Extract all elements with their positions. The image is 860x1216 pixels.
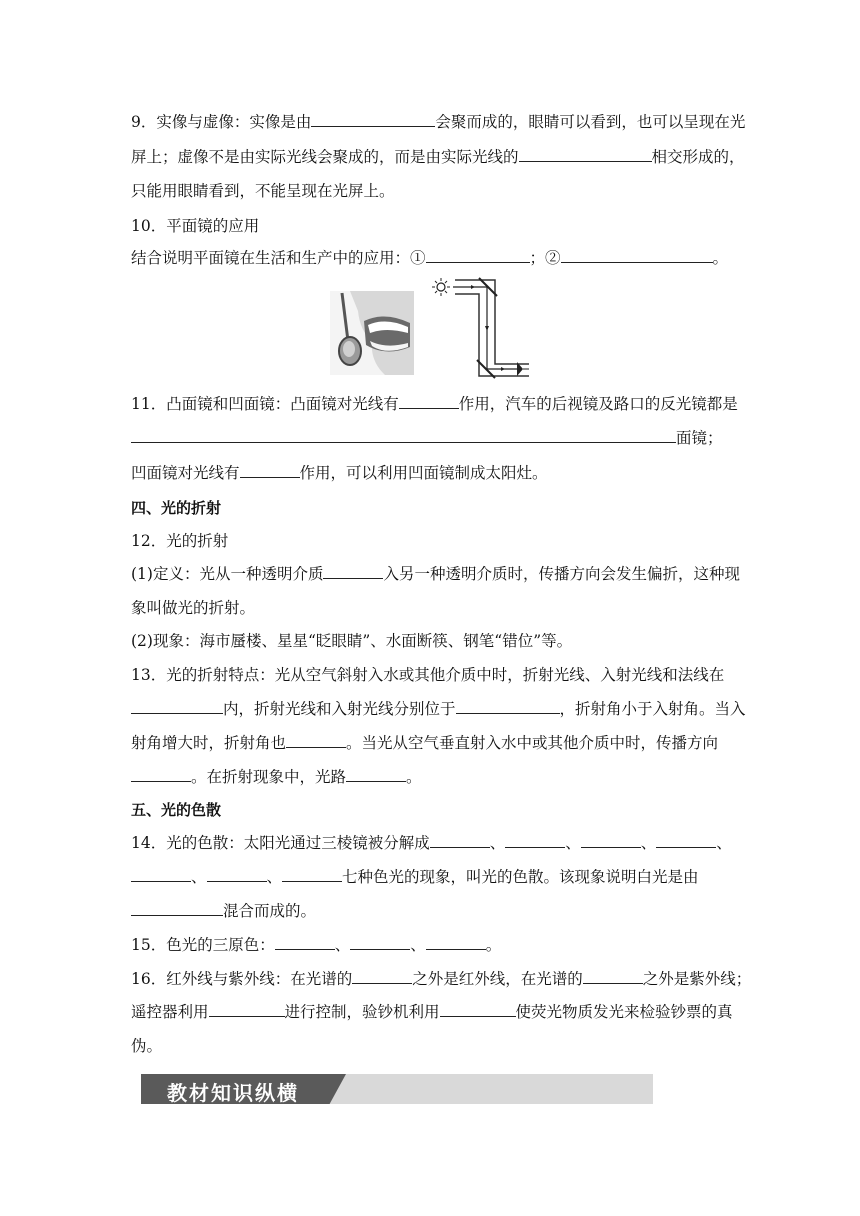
q16-blank-2[interactable] bbox=[583, 968, 643, 984]
q13-line3 bbox=[131, 732, 718, 754]
q9-text-b: 会聚而成的，眼睛可以看到，也可以呈现在光 bbox=[435, 113, 746, 131]
q12-text-b: 入另一种透明介质时，传播方向会发生偏折，这种现 bbox=[383, 565, 740, 583]
q15-blank-2[interactable] bbox=[350, 934, 410, 950]
q13-blank-5[interactable] bbox=[346, 766, 406, 782]
q16-text-b: 之外是红外线，在光谱的 bbox=[412, 970, 583, 988]
q10-blank-1[interactable] bbox=[426, 247, 530, 263]
q14-line3 bbox=[131, 900, 316, 922]
q13-line2 bbox=[131, 698, 746, 720]
q14-sep: 、 bbox=[640, 834, 657, 852]
q13-text-f: 。 bbox=[406, 768, 422, 786]
q12-title: 12．光的折射 bbox=[131, 532, 229, 550]
section-banner bbox=[141, 1074, 653, 1104]
q16-blank-4[interactable] bbox=[440, 1001, 516, 1017]
q13-blank-4[interactable] bbox=[131, 766, 191, 782]
q13-text-d: 。当光从空气垂直射入水中或其他介质中时，传播方向 bbox=[346, 734, 719, 752]
q12-blank-1[interactable] bbox=[323, 563, 383, 579]
q9-line3: 只能用眼睛看到，不能呈现在光屏上。 bbox=[131, 182, 395, 200]
q11-text-e: 作用，可以利用凹面镜制成太阳灶。 bbox=[299, 464, 548, 482]
section-4-heading: 四、光的折射 bbox=[131, 499, 222, 517]
q16-line2 bbox=[131, 1001, 733, 1023]
q11-line3 bbox=[131, 462, 548, 484]
q13-blank-2[interactable] bbox=[456, 698, 560, 714]
q14-blank-3[interactable] bbox=[581, 832, 641, 848]
q9-blank-1[interactable] bbox=[311, 111, 435, 127]
q16-blank-1[interactable] bbox=[352, 968, 412, 984]
q16-blank-3[interactable] bbox=[209, 1001, 285, 1017]
q12-def-line2: 象叫做光的折射。 bbox=[131, 599, 256, 617]
q10-text-b: ；② bbox=[529, 249, 561, 267]
q15-line bbox=[131, 934, 501, 956]
q13-blank-3[interactable] bbox=[286, 732, 346, 748]
q13-text-e: 。在折射现象中，光路 bbox=[191, 768, 347, 786]
q14-blank-7[interactable] bbox=[282, 866, 342, 882]
q10-text-a: 结合说明平面镜在生活和生产中的应用：① bbox=[131, 249, 426, 267]
q16-text-e: 进行控制，验钞机利用 bbox=[284, 1003, 440, 1021]
q13-text-b: ，折射角小于入射角。当入 bbox=[559, 700, 746, 718]
q15-sep: 、 bbox=[334, 936, 351, 954]
q14-blank-4[interactable] bbox=[656, 832, 716, 848]
q16-line3: 伪。 bbox=[131, 1037, 163, 1055]
q15-text: 15．色光的三原色： bbox=[131, 936, 275, 954]
q15-blank-3[interactable] bbox=[426, 934, 486, 950]
q14-sep: 、 bbox=[266, 868, 283, 886]
q14-sep: 、 bbox=[565, 834, 581, 852]
q13-text-c: 射角增大时，折射角也 bbox=[131, 734, 287, 752]
q13-line1: 13．光的折射特点：光从空气斜射入水或其他介质中时，折射光线、入射光线和法线在 bbox=[131, 666, 725, 684]
q10-text-c: 。 bbox=[712, 249, 729, 267]
q9-blank-2[interactable] bbox=[519, 146, 652, 162]
q14-text-b: 七种色光的现象，叫光的色散。该现象说明白光是由 bbox=[342, 868, 699, 886]
q11-text-c: 面镜； bbox=[676, 429, 723, 447]
q14-blank-5[interactable] bbox=[131, 866, 191, 882]
q9-line2 bbox=[131, 146, 745, 168]
periscope-figure bbox=[431, 276, 531, 380]
q16-text-f: 使荧光物质发光来检验钞票的真 bbox=[515, 1003, 733, 1021]
q11-text-a: 11．凸面镜和凹面镜：凸面镜对光线有 bbox=[131, 395, 399, 413]
q14-blank-2[interactable] bbox=[505, 832, 565, 848]
q14-blank-8[interactable] bbox=[131, 900, 223, 916]
q10-line1 bbox=[131, 247, 728, 269]
q14-blank-6[interactable] bbox=[207, 866, 267, 882]
q11-line2 bbox=[131, 427, 723, 449]
q13-blank-1[interactable] bbox=[131, 698, 223, 714]
q14-blank-1[interactable] bbox=[430, 832, 490, 848]
q16-line1 bbox=[131, 968, 751, 990]
q11-text-b: 作用，汽车的后视镜及路口的反光镜都是 bbox=[458, 395, 738, 413]
q14-sep: 、 bbox=[716, 834, 732, 852]
q9-text-a: 9．实像与虚像：实像是由 bbox=[131, 113, 312, 131]
dental-mirror-figure bbox=[330, 291, 414, 375]
q11-text-d: 凹面镜对光线有 bbox=[131, 464, 240, 482]
q13-text-a: 内，折射光线和入射光线分别位于 bbox=[223, 700, 456, 718]
q14-text-c: 混合而成的。 bbox=[223, 902, 317, 920]
section-5-heading: 五、光的色散 bbox=[131, 801, 222, 819]
q13-line4 bbox=[131, 766, 422, 788]
q16-text-d: 遥控器利用 bbox=[131, 1003, 209, 1021]
q14-sep: 、 bbox=[489, 834, 506, 852]
q11-blank-1[interactable] bbox=[399, 393, 459, 409]
q14-line2 bbox=[131, 866, 699, 888]
q11-blank-2[interactable] bbox=[131, 427, 676, 443]
q11-line1 bbox=[131, 393, 738, 415]
q9-line1 bbox=[131, 111, 745, 133]
q12-def-line1 bbox=[131, 563, 740, 585]
q16-text-c: 之外是紫外线； bbox=[642, 970, 752, 988]
q10-title: 10．平面镜的应用 bbox=[131, 217, 260, 235]
q14-line1 bbox=[131, 832, 732, 854]
q14-sep: 、 bbox=[191, 868, 207, 886]
q15-end: 。 bbox=[485, 936, 502, 954]
q9-text-c: 屏上；虚像不是由实际光线会聚成的，而是由实际光线的 bbox=[131, 148, 519, 166]
q9-text-d: 相交形成的， bbox=[651, 148, 745, 166]
banner-title: 教材知识纵横 bbox=[167, 1081, 299, 1105]
q14-text-a: 14．光的色散：太阳光通过三棱镜被分解成 bbox=[131, 834, 430, 852]
q15-blank-1[interactable] bbox=[275, 934, 335, 950]
q11-blank-3[interactable] bbox=[240, 462, 300, 478]
q16-text-a: 16．红外线与紫外线：在光谱的 bbox=[131, 970, 353, 988]
q12-text-a: (1)定义：光从一种透明介质 bbox=[131, 565, 324, 583]
q10-blank-2[interactable] bbox=[561, 247, 713, 263]
q12-phenomena: (2)现象：海市蜃楼、星星“眨眼睛”、水面断筷、钢笔“错位”等。 bbox=[131, 632, 573, 650]
q15-sep: 、 bbox=[410, 936, 426, 954]
